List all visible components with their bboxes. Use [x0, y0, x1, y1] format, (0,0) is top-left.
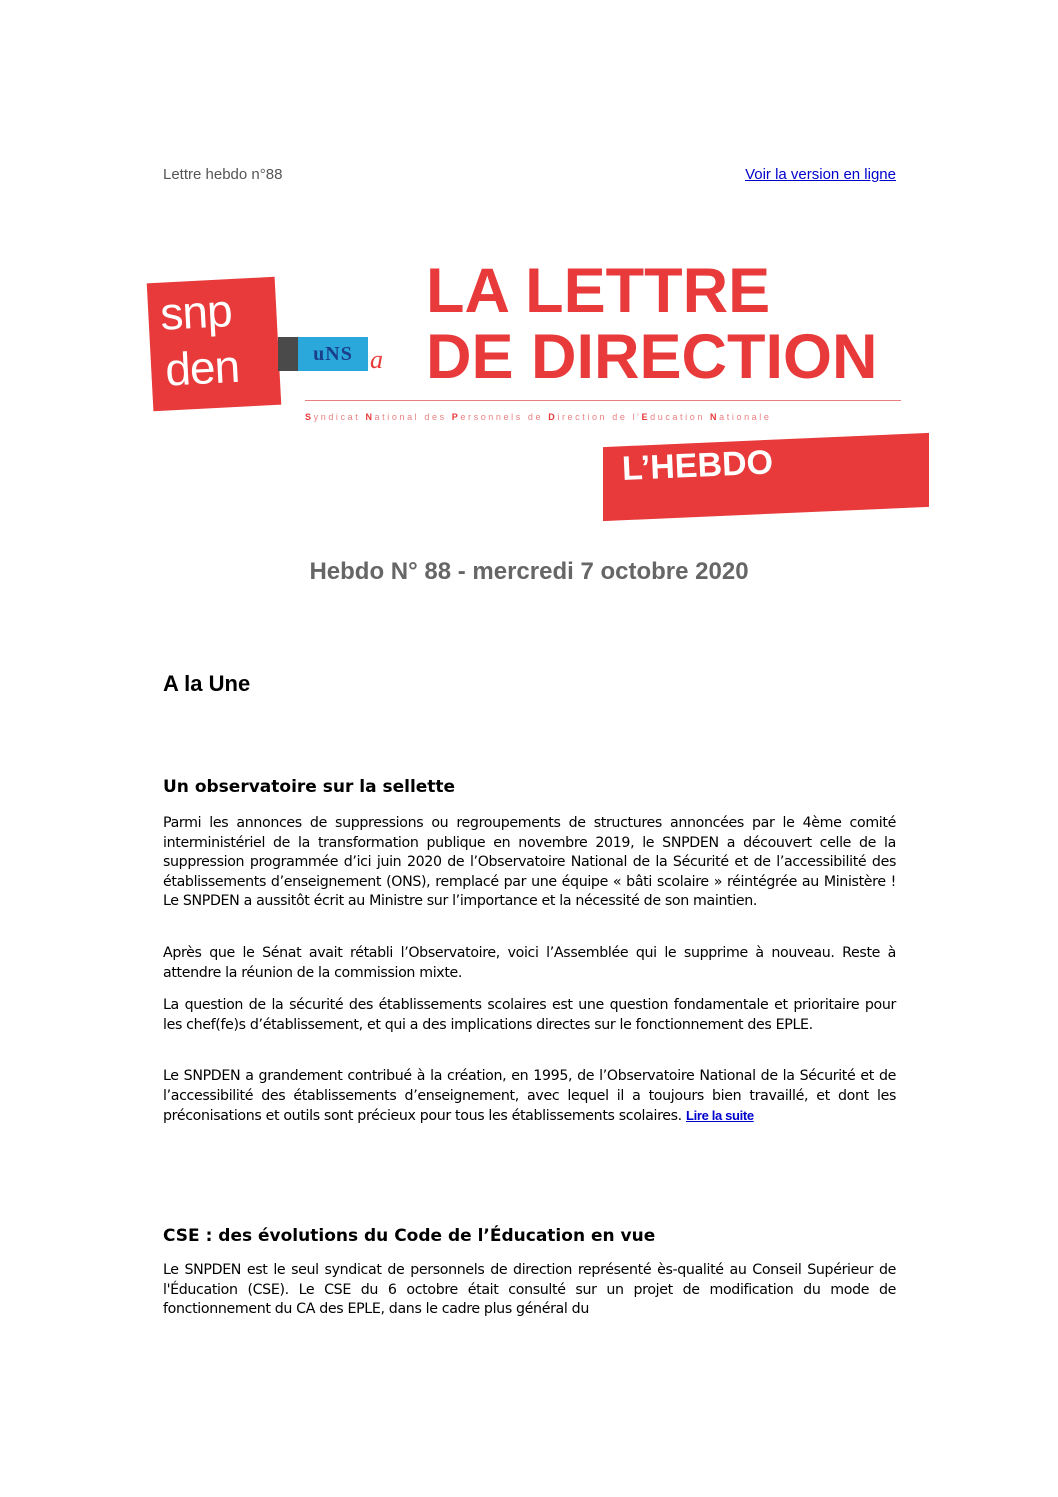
- read-more-link[interactable]: Lire la suite: [686, 1108, 754, 1123]
- subtitle-part: S: [305, 412, 314, 422]
- masthead-divider: [305, 400, 901, 401]
- subtitle-part: P: [451, 412, 461, 422]
- masthead-line1: LA LETTRE: [426, 256, 771, 326]
- subtitle-part: yndicat: [313, 412, 366, 422]
- article-paragraph-last: [163, 1067, 896, 1127]
- subtitle-part: N: [710, 412, 720, 422]
- issue-title: Hebdo N° 88 - mercredi 7 octobre 2020: [309, 558, 749, 585]
- article-paragraph: La question de la sécurité des établissements scolaires est une question fondamentale et prioritaire pour les chef(fe)s d’établissement, et qui a des implications directes sur le fonctionnement des EPLE.: [163, 997, 896, 1033]
- subtitle-part: ational des: [374, 412, 452, 422]
- subtitle-part: N: [365, 412, 375, 422]
- article-paragraph: Le SNPDEN est le seul syndicat de personnels de direction représenté ès-qualité au Conseil Supérieur de l'Éducation (CSE). Le CSE du 6 octobre était consulté sur un projet de modification du mode de fonctionnement du CA des EPLE, dans le cadre plus général du: [163, 1262, 896, 1317]
- logo-connector: [278, 337, 298, 371]
- section-title: A la Une: [163, 671, 251, 696]
- issue-label: Lettre hebdo n°88: [163, 166, 283, 183]
- subtitle-part: ersonnels de: [460, 412, 549, 422]
- logo-den-text: den: [163, 339, 241, 396]
- article-paragraph: Parmi les annonces de suppressions ou regroupements de structures annoncées par le 4ème comité interministériel de la transformation publique en novembre 2019, le SNPDEN a découvert celle de la suppression programmée d’ici juin 2020 de l’Observatoire National de la Sécurité et de l’accessibilité des établissements d’enseignement (ONS), remplacé par une équipe « bâti scolaire » réintégrée au Ministère ! Le SNPDEN a aussitôt écrit au Ministre sur l’importance et la nécessité de son maintien.: [163, 815, 896, 909]
- logo-snp-text: snp: [158, 284, 233, 340]
- masthead-line2: DE DIRECTION: [426, 322, 878, 392]
- article-title: Un observatoire sur la sellette: [163, 777, 456, 797]
- snpden-logo: [147, 277, 282, 412]
- article-paragraph: Après que le Sénat avait rétabli l’Observatoire, voici l’Assemblée qui le supprime à nouveau. Reste à attendre la réunion de la commission mixte.: [163, 945, 896, 981]
- unsa-logo-a: a: [370, 345, 383, 374]
- top-bar: [163, 166, 896, 190]
- masthead-title: [426, 258, 878, 390]
- subtitle-part: ducation: [650, 412, 711, 422]
- subtitle-part: ationale: [719, 412, 772, 422]
- unsa-logo: uNS: [298, 337, 368, 371]
- online-version-link[interactable]: Voir la version en ligne: [745, 166, 896, 183]
- hebdo-badge-text: L’HEBDO: [621, 443, 774, 488]
- article-paragraph-text: Le SNPDEN a grandement contribué à la création, en 1995, de l’Observatoire National de la Sécurité et de l’accessibilité des établissements d’enseignement, avec lequel il a toujours bien travaillé, et dont les préconisations et outils sont précieux pour tous les établissements scolaires.: [163, 1068, 896, 1124]
- subtitle-part: D: [548, 412, 558, 422]
- subtitle-part: irection de l': [557, 412, 642, 422]
- masthead-subtitle: [305, 412, 905, 422]
- article-title: CSE : des évolutions du Code de l’Éducation en vue: [163, 1226, 656, 1246]
- subtitle-part: E: [641, 412, 651, 422]
